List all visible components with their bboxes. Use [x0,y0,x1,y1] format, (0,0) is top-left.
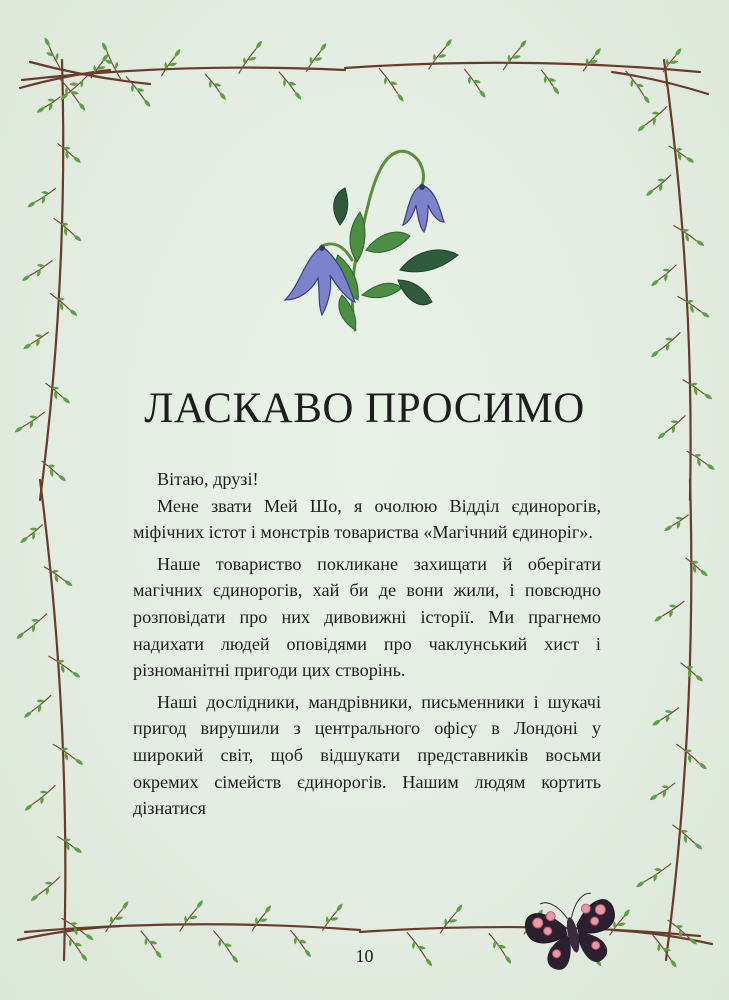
page-title: ЛАСКАВО ПРОСИМО [144,385,585,432]
paragraph: Мене звати Мей Шо, я очолюю Відділ єдинорогів, міфічних істот і монстрів товариства «Магічний єдиноріг». [133,495,601,543]
paragraph: Вітаю, друзі! [157,469,259,489]
page-number: 10 [355,946,374,966]
body-text [133,466,601,827]
paragraph: Наше товариство покликане захищати й оберігати магічних єдинорогів, хай би де вони жили, і повсюдно розповідати про них дивовижні історії. Ми прагнемо надихати людей оповідями про чаклунський хист і різноманітні пригоди цих створінь. [133,553,601,681]
paragraph: Наші дослідники, мандрівники, письменники і шукачі пригод вирушили з центрального офісу в Лондоні у широкий світ, щоб відшукати представників восьми окремих сімейств єдинорогів. Нашим людям кортить дізнатися [133,691,601,819]
